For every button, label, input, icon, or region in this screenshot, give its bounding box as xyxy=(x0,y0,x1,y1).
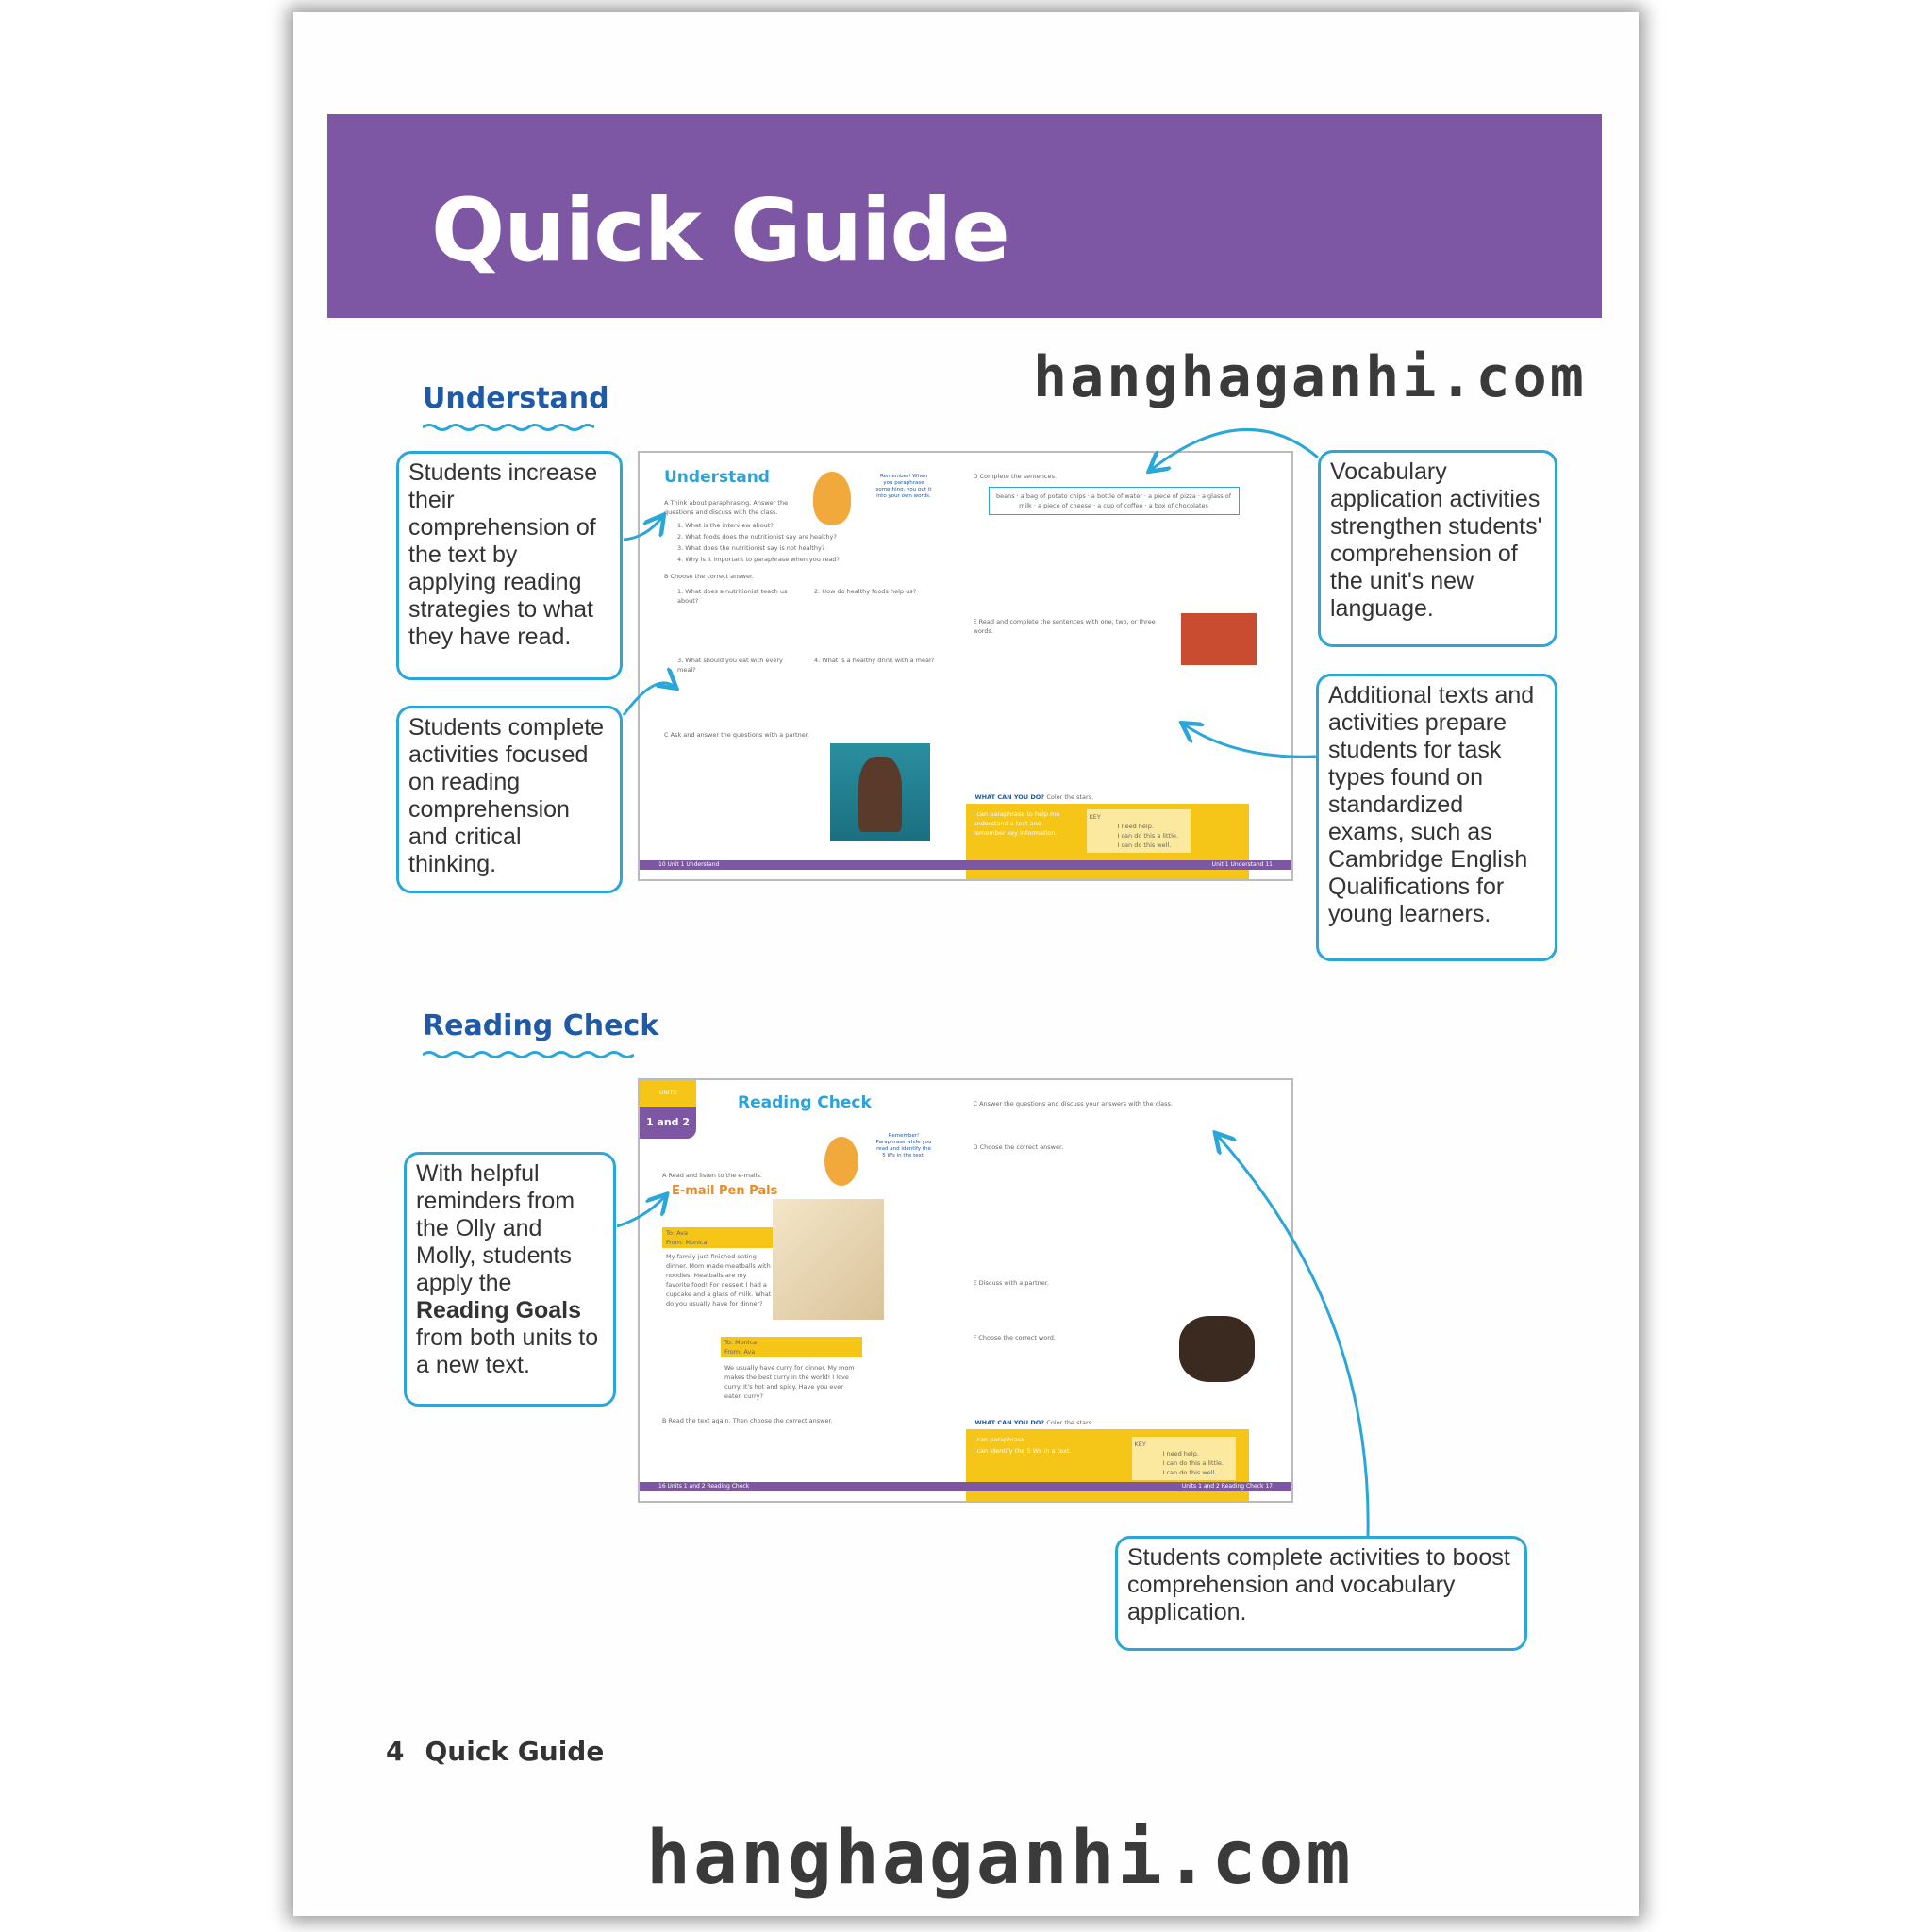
remember-note: Remember! Paraphrase while you read and identify the 5 Ws in the text. xyxy=(875,1133,932,1158)
question-item: 1. What does a nutritionist teach us about? xyxy=(677,588,788,605)
page-footer xyxy=(386,1736,625,1767)
question-e: E Read and complete the sentences with one, two, or three words. xyxy=(973,618,1156,635)
key-item: I can do this a little. xyxy=(1162,1459,1224,1467)
question-b: B Read the text again. Then choose the correct answer. xyxy=(662,1417,833,1424)
page-number: 4 xyxy=(386,1736,405,1767)
callout-additional-texts: Additional texts and activities prepare students for task types found on standardized exams, such as Cambridge English Qualifications for young learners. xyxy=(1316,674,1557,961)
arrow xyxy=(1184,724,1316,757)
can-do-line: I can identify the 5 Ws in a text. xyxy=(973,1447,1072,1455)
can-do-sub: Color the stars. xyxy=(1046,793,1094,801)
callout-boost-comprehension: Students complete activities to boost comprehension and vocabulary application. xyxy=(1115,1536,1527,1651)
key-label: KEY xyxy=(1134,1441,1146,1448)
footer-right: Unit 1 Understand 11 xyxy=(1211,861,1273,868)
email-to: To: Ava xyxy=(666,1229,688,1237)
question-item: 2. What foods does the nutritionist say are healthy? xyxy=(677,533,837,541)
question-e: E Discuss with a partner. xyxy=(973,1279,1049,1287)
callout-reading-strategies: Students increase their comprehension of the text by applying reading strategies to what they have read. xyxy=(396,451,623,680)
watermark-bottom: hanghaganhi.com xyxy=(646,1816,1354,1901)
callout-text: With helpful reminders from the Olly and Molly, students apply the xyxy=(416,1160,575,1296)
question-item: 3. What does the nutritionist say is not healthy? xyxy=(677,544,825,552)
key-item: I can do this well. xyxy=(1162,1469,1217,1476)
can-do-heading: WHAT CAN YOU DO? xyxy=(974,1419,1045,1426)
key-label: KEY xyxy=(1089,813,1101,821)
question-item: 4. Why is it important to paraphrase when you read? xyxy=(677,556,841,563)
watermark: hanghaganhi.com xyxy=(1033,344,1587,410)
key-item: I need help. xyxy=(1117,823,1154,830)
question-a: A Read and listen to the e-mails. xyxy=(662,1172,762,1179)
question-item: 2. How do healthy foods help us? xyxy=(814,588,917,595)
callout-text: from both units to a new text. xyxy=(416,1324,599,1378)
email-to: To: Monica xyxy=(724,1339,758,1346)
footer-left: 10 Unit 1 Understand xyxy=(658,861,720,868)
word-box: beans · a bag of potato chips · a bottle of water · a piece of pizza · a glass of milk · a piece of cheese · a cup of coffee · a box of chocolates xyxy=(989,487,1240,515)
question-item: 3. What should you eat with every meal? xyxy=(677,657,783,674)
email-from: From: Monica xyxy=(666,1239,708,1246)
question-item: 4. What is a healthy drink with a meal? xyxy=(814,657,935,664)
arrow xyxy=(1217,1135,1368,1536)
unit-number: 1 and 2 xyxy=(640,1107,696,1139)
arrow xyxy=(617,1196,665,1226)
section-heading-reading-check: Reading Check xyxy=(423,1009,659,1042)
callout-bold: Reading Goals xyxy=(416,1297,582,1324)
key-item: I can do this well. xyxy=(1117,841,1172,849)
question-f: F Choose the correct word. xyxy=(973,1334,1056,1341)
callout-vocabulary: Vocabulary application activities strengthen students' comprehension of the unit's new language. xyxy=(1318,450,1557,647)
arrow xyxy=(624,517,662,540)
footer-label: Quick Guide xyxy=(425,1736,605,1767)
section-heading-understand: Understand xyxy=(423,382,609,415)
footer-left: 16 Units 1 and 2 Reading Check xyxy=(658,1483,750,1490)
email-body: My family just finished eating dinner. Mom made meatballs with noodles. Meatballs are my favorite food! For dessert I had a cupcake and a glass of milk. What do you usually have for dinner? xyxy=(666,1253,772,1307)
question-item: 1. What is the interview about? xyxy=(677,522,774,529)
key-item: I can do this a little. xyxy=(1117,832,1178,840)
can-do-heading: WHAT CAN YOU DO? xyxy=(974,793,1045,801)
spread-title: Reading Check xyxy=(738,1093,872,1112)
question-d: D Complete the sentences. xyxy=(973,473,1057,480)
email-body: We usually have curry for dinner. My mom makes the best curry in the world! I love curry. It's hot and spicy. Have you ever eaten curry? xyxy=(724,1364,855,1400)
remember-note: Remember! When you paraphrase something, you put it into your own words. xyxy=(875,474,932,499)
question-a: A Think about paraphrasing. Answer the questions and discuss with the class. xyxy=(664,499,789,516)
question-b: B Choose the correct answer. xyxy=(664,573,755,580)
can-do-sub: Color the stars. xyxy=(1046,1419,1094,1426)
arrow xyxy=(1151,429,1318,470)
question-c: C Ask and answer the questions with a partner. xyxy=(664,731,809,739)
callout-comprehension: Students complete activities focused on reading comprehension and critical thinking. xyxy=(396,706,623,893)
unit-label: UNITS xyxy=(640,1080,696,1107)
key-item: I need help. xyxy=(1162,1450,1199,1457)
spread-title: Understand xyxy=(664,468,770,487)
arrow xyxy=(624,683,675,715)
footer-right: Units 1 and 2 Reading Check 17 xyxy=(1181,1483,1273,1490)
question-d: D Choose the correct answer. xyxy=(973,1143,1064,1151)
question-c: C Answer the questions and discuss your answers with the class. xyxy=(973,1100,1173,1108)
can-do-text: I can paraphrase to help me understand a text and remember key information. xyxy=(973,810,1060,837)
can-do-line: I can paraphrase. xyxy=(973,1436,1027,1443)
page-title: Quick Guide xyxy=(431,180,1009,281)
email-title: E-mail Pen Pals xyxy=(672,1184,778,1198)
email-from: From: Ava xyxy=(724,1348,756,1356)
